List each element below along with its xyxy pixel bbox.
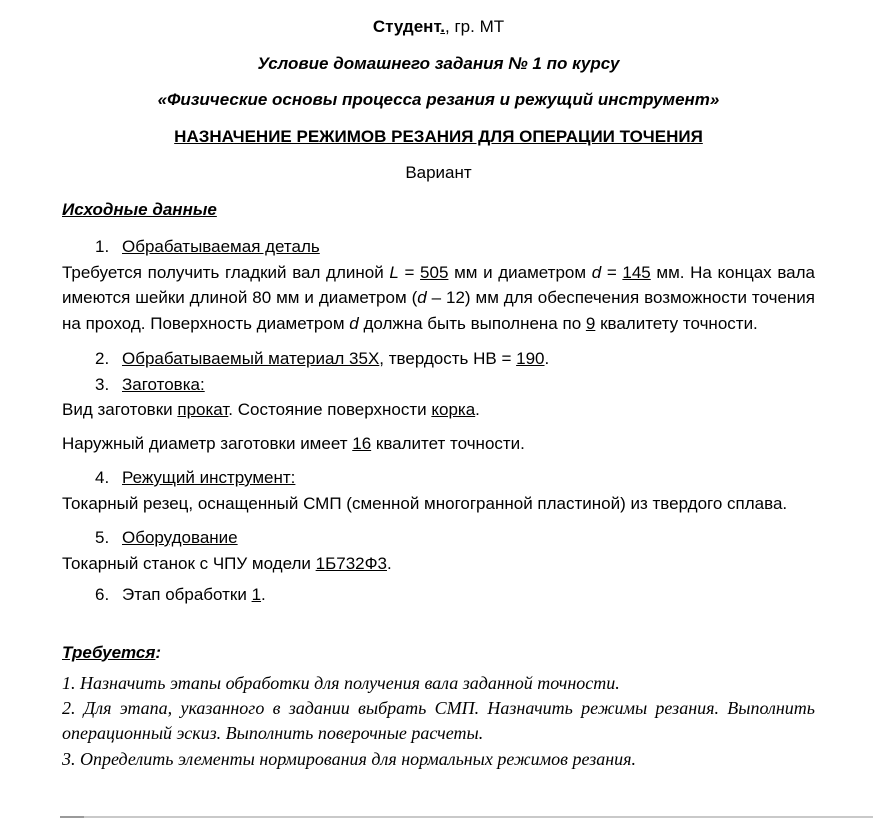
item6-title-row <box>62 582 815 608</box>
item3-number: 3. <box>95 374 110 394</box>
list-item-1 <box>62 234 815 336</box>
student-name-blank: . <box>440 17 446 36</box>
value-machine-model: 1Б732Ф3 <box>315 553 387 573</box>
course-subtitle-1: Условие домашнего задания № 1 по курсу <box>257 53 620 73</box>
student-label: Студент <box>372 17 441 36</box>
page-edge-line <box>60 816 873 818</box>
var-d: d <box>417 288 427 307</box>
item5-paragraph <box>62 551 815 577</box>
item1-number: 1. <box>95 237 110 256</box>
list-item-2 <box>62 346 815 372</box>
value-diameter: 145 <box>622 262 651 282</box>
item1-paragraph <box>62 260 815 337</box>
text-segment: Наружный диаметр заготовки имеет <box>62 433 353 453</box>
item3-paragraph <box>62 397 815 423</box>
item2-title-row <box>62 346 815 372</box>
text-segment: . <box>261 585 266 604</box>
course-subtitle-2: «Физические основы процесса резания и режущий инструмент» <box>157 90 720 109</box>
required-colon: : <box>155 642 162 662</box>
section-heading-initial-data: Исходные данные <box>62 199 217 219</box>
item4-title: Режущий инструмент: <box>122 468 296 487</box>
list-item-5 <box>62 525 815 576</box>
item5-title-row <box>62 525 815 551</box>
text-segment: квалитету точности. <box>595 313 758 333</box>
list-item-6 <box>62 582 815 608</box>
item5-number: 5. <box>95 528 110 547</box>
item3-title: Заготовка: <box>122 374 205 394</box>
list-item-4 <box>62 465 815 516</box>
text-segment: . <box>544 349 550 368</box>
text-segment: мм. На концах вала имеются шейки длиной 80 мм и диаметром ( <box>62 262 815 307</box>
text-segment: должна быть выполнена по <box>358 313 586 333</box>
value-hardness: 190 <box>516 349 545 368</box>
value-quality-grade: 9 <box>585 313 596 333</box>
text-segment: Вид заготовки <box>62 400 178 419</box>
student-group: , гр. МТ <box>445 17 505 36</box>
item1-title-row <box>62 234 815 260</box>
value-machining-stage: 1 <box>251 585 262 604</box>
text-segment: . <box>475 400 480 419</box>
text-segment: Токарный станок с ЧПУ модели <box>62 553 316 573</box>
var-L: L <box>389 262 399 282</box>
item4-paragraph: Токарный резец, оснащенный СМП (сменной многогранной пластиной) из твердого сплава. <box>62 493 788 513</box>
text-segment: = <box>398 262 421 282</box>
text-segment: = <box>601 262 623 282</box>
value-blank-type: прокат <box>177 400 229 419</box>
item3-paragraph-2 <box>62 431 815 457</box>
required-item-3: 3. Определить элементы нормирования для нормальных режимов резания. <box>62 748 637 769</box>
text-segment: квалитет точности. <box>371 433 525 453</box>
text-segment: Требуется получить гладкий вал длиной <box>62 262 390 282</box>
item4-number: 4. <box>95 468 110 487</box>
value-blank-quality: 16 <box>352 433 372 453</box>
section-heading-required <box>62 640 815 666</box>
value-length: 505 <box>420 262 449 282</box>
item5-title: Оборудование <box>122 528 238 547</box>
var-d: d <box>349 313 359 333</box>
text-segment: – 12) мм для обеспечения возможности точения на проход. Поверхность диаметром <box>62 288 815 333</box>
var-d: d <box>591 262 602 282</box>
item4-title-row <box>62 465 815 491</box>
text-segment: . Состояние поверхности <box>228 400 432 419</box>
value-surface-state: корка <box>431 400 476 419</box>
text-segment: . <box>386 553 392 573</box>
required-label: Требуется <box>62 642 156 662</box>
variant-label: Вариант <box>405 163 472 182</box>
item3-title-row <box>62 372 815 398</box>
item6-number: 6. <box>95 585 110 604</box>
required-item-2: 2. Для этапа, указанного в задании выбрать СМП. Назначить режимы резания. Выполнить операционный эскиз. Выполнить поверочные расчеты. <box>62 698 815 744</box>
page-title: НАЗНАЧЕНИЕ РЕЖИМОВ РЕЗАНИЯ ДЛЯ ОПЕРАЦИИ ТОЧЕНИЯ <box>174 126 703 146</box>
required-item-1: 1. Назначить этапы обработки для получения вала заданной точности. <box>62 673 620 693</box>
text-segment: Этап обработки <box>122 585 252 604</box>
list-item-3 <box>62 372 815 457</box>
text-segment: , твердость НВ = <box>379 349 517 368</box>
text-segment: мм и диаметром <box>448 262 592 282</box>
item2-number: 2. <box>95 349 110 368</box>
item1-title: Обрабатываемая деталь <box>122 237 320 256</box>
student-line <box>62 14 815 40</box>
item2-material: Обрабатываемый материал 35Х <box>122 349 380 368</box>
